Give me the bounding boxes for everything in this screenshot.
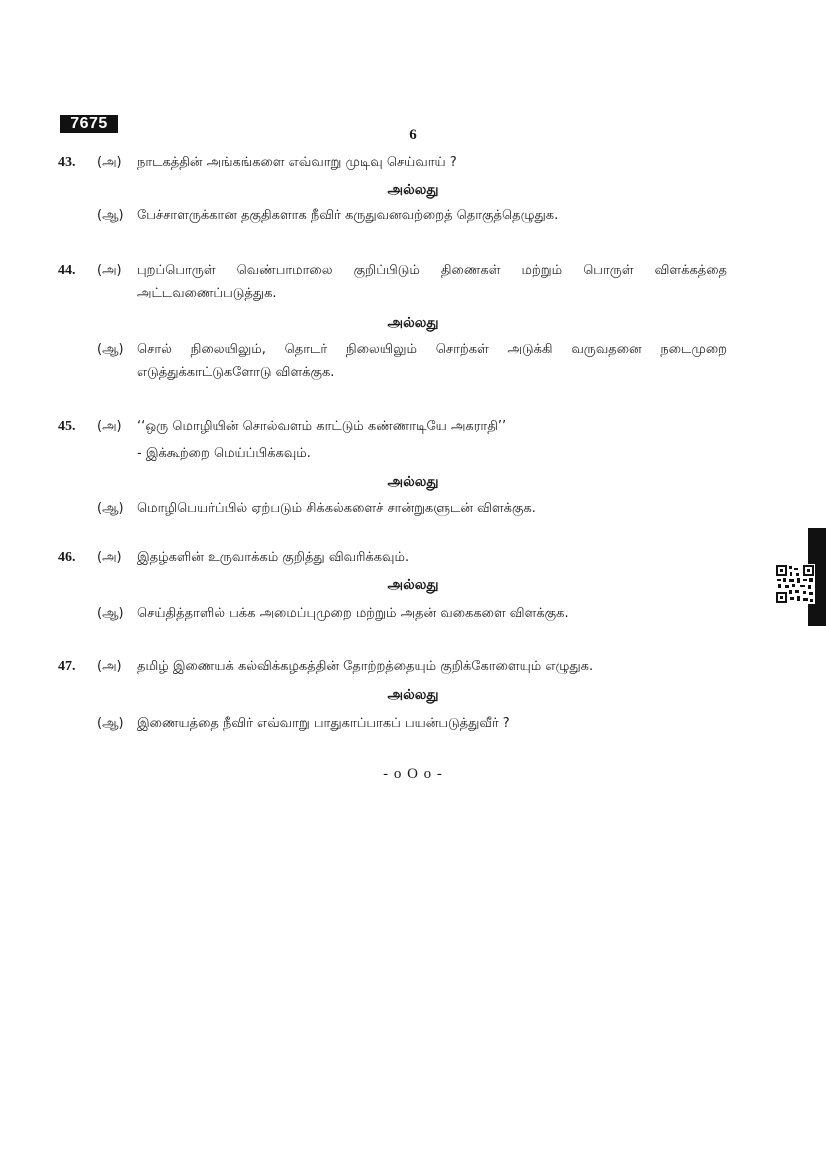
option-a-text: ‘‘ஒரு மொழியின் சொல்வளம் காட்டும் கண்ணாடியே அகராதி’’	[137, 419, 507, 434]
qr-code-icon	[775, 564, 815, 604]
option-b-label: (ஆ)	[97, 208, 124, 223]
option-b-text: சொல் நிலையிலும், தொடர் நிலையிலும் சொற்கள் அடுக்கி வருவதனை நடைமுறை எடுத்துக்காட்டுகளோடு விளக்குக.	[137, 342, 727, 380]
option-a-text: இதழ்களின் உருவாக்கம் குறித்து விவரிக்கவும்.	[137, 550, 410, 565]
question-number: 45.	[58, 419, 76, 434]
or-separator: அல்லது	[387, 182, 439, 198]
paper-code: 7675	[60, 115, 118, 133]
or-separator: அல்லது	[387, 474, 439, 490]
option-b-label: (ஆ)	[97, 716, 124, 731]
or-separator: அல்லது	[387, 687, 439, 703]
option-a-text: நாடகத்தின் அங்கங்களை எவ்வாறு முடிவு செய்வாய் ?	[137, 155, 457, 170]
option-a-label: (அ)	[97, 263, 122, 278]
option-b-text: மொழிபெயர்ப்பில் ஏற்படும் சிக்கல்களைச் சான்றுகளுடன் விளக்குக.	[137, 501, 536, 516]
option-b-text: இணையத்தை நீவிர் எவ்வாறு பாதுகாப்பாகப் பயன்படுத்துவீர் ?	[137, 716, 510, 731]
option-a-label: (அ)	[97, 419, 122, 434]
or-separator: அல்லது	[387, 315, 439, 331]
option-a-text: புறப்பொருள் வெண்பாமாலை குறிப்பிடும் திணைகள் மற்றும் பொருள் விளக்கத்தை அட்டவணைப்படுத்துக.	[137, 263, 727, 301]
end-of-paper-mark: - o O o -	[383, 766, 443, 782]
option-b-text: பேச்சாளருக்கான தகுதிகளாக நீவிர் கருதுவனவற்றைத் தொகுத்தெழுதுக.	[137, 208, 559, 223]
option-a-label: (அ)	[97, 550, 122, 565]
option-a-label: (அ)	[97, 659, 122, 674]
question-number: 46.	[58, 550, 76, 565]
option-a-label: (அ)	[97, 155, 122, 170]
question-number: 44.	[58, 263, 76, 278]
option-b-label: (ஆ)	[97, 342, 124, 357]
or-separator: அல்லது	[387, 577, 439, 593]
question-number: 47.	[58, 659, 76, 674]
option-a-text: தமிழ் இணையக் கல்விக்கழகத்தின் தோற்றத்தையும் குறிக்கோளையும் எழுதுக.	[137, 659, 594, 674]
page-number: 6	[409, 127, 417, 143]
option-b-text: செய்தித்தாளில் பக்க அமைப்புமுறை மற்றும் அதன் வகைகளை விளக்குக.	[137, 606, 569, 621]
question-number: 43.	[58, 155, 76, 170]
option-b-label: (ஆ)	[97, 606, 124, 621]
option-b-label: (ஆ)	[97, 501, 124, 516]
option-a-instruction: - இக்கூற்றை மெய்ப்பிக்கவும்.	[137, 446, 311, 461]
